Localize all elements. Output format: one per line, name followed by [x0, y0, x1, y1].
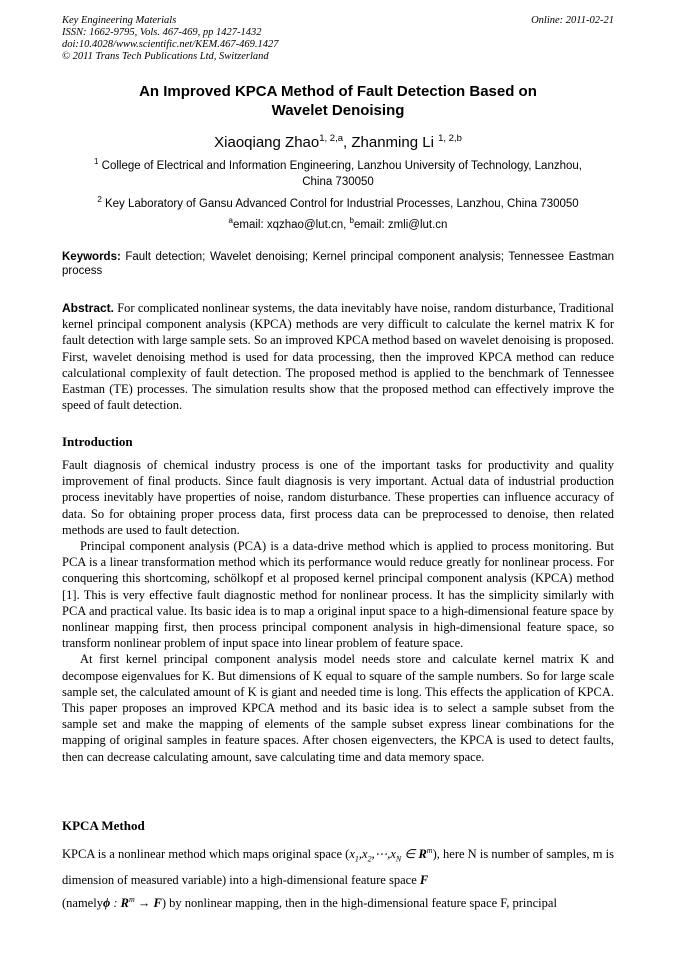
title-line-1: An Improved KPCA Method of Fault Detection Based on — [139, 83, 537, 100]
online-date: Online: 2011-02-21 — [531, 15, 614, 26]
kpca-text-1: KPCA is a nonlinear method which maps original space ( — [62, 847, 350, 862]
email-b: email: zmli@lut.cn — [353, 219, 448, 231]
affiliation-1 — [62, 154, 614, 190]
keywords-label: Keywords: — [62, 251, 121, 263]
doi: doi:10.4028/www.scientific.net/KEM.467-469.1427 — [62, 39, 279, 50]
issn: ISSN: 1662-9795, Vols. 467-469, pp 1427-1432 — [62, 27, 262, 38]
email-a: email: xqzhao@lut.cn, — [233, 219, 350, 231]
introduction-paragraph-1: Fault diagnosis of chemical industry process is one of the important tasks for productivity and quality improvement of final products. Since fault diagnosis is very important. Actual data of industrial production process inevitably have properties of noise, random disturbance. These properties can influence accuracy of data. So for obtaining proper process data, first process data can be preprocessed to denoise, then related methods are used to fault detection. — [62, 458, 614, 537]
author-1: Xiaoqiang Zhao — [214, 134, 320, 151]
kpca-text-4: ) by nonlinear mapping, then in the high-dimensional feature space F, principal — [161, 895, 557, 910]
sample-set-formula: $x_1,x_2,\cdots,x_N$ ∈ $R^m$ — [349, 846, 433, 864]
email-b-marker: b — [349, 216, 354, 225]
kpca-text-2: ), here N is number of samples, m is dimension of measured variable) into a high-dimensional feature space — [62, 847, 615, 887]
author-list — [62, 130, 614, 152]
affiliation-1-line-2: China 730050 — [302, 176, 374, 188]
abstract — [62, 300, 614, 413]
email-a-marker: a — [228, 216, 233, 225]
kpca-text-3: (namely — [62, 895, 103, 910]
copyright: © 2011 Trans Tech Publications Ltd, Switzerland — [62, 51, 269, 62]
paper-title — [62, 82, 614, 120]
introduction-heading: Introduction — [62, 434, 133, 449]
introduction-paragraph-2: Principal component analysis (PCA) is a data-drive method which is applied to process monitoring. But PCA is a linear transformation method which its performance would reduce greatly for nonlinear process. For conquering this shortcoming, schölkopf et al proposed kernel principal component analysis (KPCA) method [1]. This is very effective fault diagnostic method for nonlinear process. It has the simplicity similarly with PCA and practical value. Its basic idea is to map a original input space to a high-dimensional feature space by nonlinear mapping first, then process principal component analysis in high-dimensional feature space, so transform nonlinear problem of input space into linear problem of feature space. — [62, 539, 614, 651]
abstract-text: For complicated nonlinear systems, the data inevitably have noise, random disturbance, Traditional kernel principal component analysis (KPCA) methods are very difficult to calculate the kernel matrix K for fault detection with large sample sets. So an improved KPCA method based on wavelet denoising is proposed. First, wavelet denoising method is used for data processing, then the improved KPCA method can reduce calculational complexity of fault detection. The proposed method is applied to the benchmark of Tennessee Eastman (TE) processes. The simulation results show that the proposed method can effectively improve the speed of fault detection. — [62, 301, 614, 413]
affiliation-2 — [62, 192, 614, 212]
keywords-text: Fault detection; Wavelet denoising; Kernel principal component analysis; Tennessee Eastman process — [62, 251, 614, 277]
introduction-paragraph-3: At first kernel principal component analysis model needs store and calculate kernel matrix K and decompose eigenvalues for K. But dimensions of K equal to square of the sample numbers. So for large scale sample set, the calculated amount of K is giant and needed time is long. This effects the application of KPCA. This paper proposes an improved KPCA method and its basic idea is to select a sample subset from the sample set and make the mapping of elements of the sample subset express linear combinations for the mapping of original samples in feature spaces. After chosen eigenvecters, the KPCA is used to detect faults, then can decrease calculating amount, save calculating time and data memory space. — [62, 652, 614, 764]
introduction-body — [62, 457, 614, 765]
feature-space-symbol: F — [419, 872, 429, 887]
author-1-affil: 1, 2,a — [319, 133, 344, 144]
abstract-label: Abstract. — [62, 301, 115, 315]
affiliation-1-number: 1 — [94, 157, 99, 166]
author-2-affil: 1, 2,b — [438, 133, 462, 144]
affiliation-2-number: 2 — [97, 195, 102, 204]
author-separator: , — [343, 134, 352, 151]
author-2: Zhanming Li — [351, 134, 434, 151]
kpca-heading: KPCA Method — [62, 818, 145, 833]
mapping-formula: ϕ : $R^m \to F$ — [102, 894, 162, 910]
journal-name: Key Engineering Materials — [62, 15, 177, 26]
kpca-body — [62, 841, 614, 913]
affiliation-2-text: Key Laboratory of Gansu Advanced Control for Industrial Processes, Lanzhou, China 730050 — [104, 198, 579, 210]
journal-header — [62, 15, 614, 63]
keywords — [62, 250, 614, 278]
title-line-2: Wavelet Denoising — [271, 102, 405, 119]
email-line — [62, 213, 614, 233]
affiliation-1-line-1: College of Electrical and Information Engineering, Lanzhou University of Technology, Lanzhou, — [101, 160, 582, 172]
